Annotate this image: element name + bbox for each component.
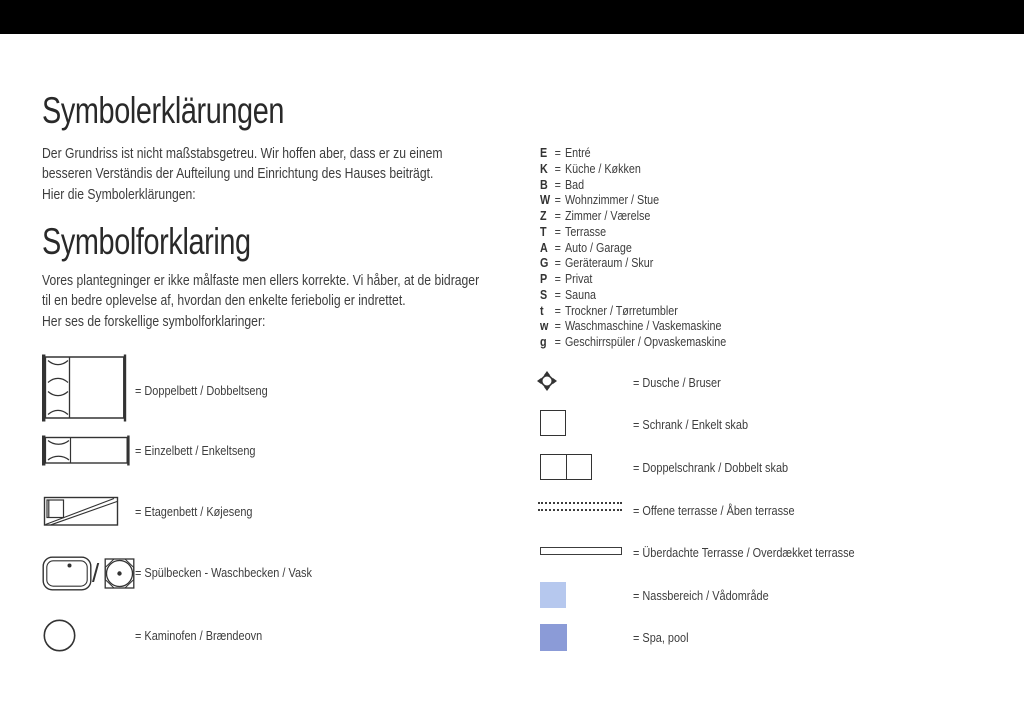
room-name: Geschirrspüler / Opvaskemaskine xyxy=(564,335,727,349)
german-intro-line: Der Grundriss ist nicht maßstabsgetreu. Wir hoffen aber, dass er zu einem xyxy=(42,146,443,162)
open-terrace-icon xyxy=(538,502,622,511)
symbol-label: = Schrank / Enkelt skab xyxy=(633,417,749,432)
room-name: Entré xyxy=(564,146,591,160)
shower-icon xyxy=(537,371,557,391)
symbol-label: = Einzelbett / Enkeltseng xyxy=(135,443,256,458)
legend-row xyxy=(540,288,726,304)
room-code: B xyxy=(540,177,548,192)
equals-sign: = xyxy=(554,303,561,318)
room-code: S xyxy=(540,287,548,302)
room-name: Auto / Garage xyxy=(564,240,632,255)
legend-row xyxy=(540,319,726,335)
double-cabinet-icon xyxy=(540,454,592,480)
wood-stove-icon xyxy=(43,619,76,652)
spa-pool-swatch xyxy=(540,624,567,651)
room-code: w xyxy=(540,319,549,334)
equals-sign: = xyxy=(554,335,561,349)
equals-sign: = xyxy=(554,256,561,271)
room-code: W xyxy=(540,193,551,208)
room-code: Z xyxy=(540,209,547,223)
symbol-label: = Doppelbett / Dobbeltseng xyxy=(135,383,268,398)
danish-intro-line: Her ses de forskellige symbolforklaringer: xyxy=(42,313,266,330)
symbol-label: = Kaminofen / Brændeovn xyxy=(135,628,263,643)
room-name: Bad xyxy=(564,177,585,192)
equals-sign: = xyxy=(554,272,561,286)
covered-terrace-icon xyxy=(540,547,622,555)
legend-row xyxy=(540,209,726,225)
equals-sign: = xyxy=(554,224,561,239)
room-name: Privat xyxy=(564,272,593,286)
legend-row xyxy=(540,241,726,257)
room-code-legend xyxy=(540,146,726,351)
top-bar xyxy=(0,0,1024,34)
round-basin-icon xyxy=(104,556,135,591)
german-title: Symbolerklärungen xyxy=(42,90,285,131)
equals-sign: = xyxy=(554,209,561,223)
room-name: Wohnzimmer / Stue xyxy=(564,193,660,208)
single-cabinet-icon xyxy=(540,410,566,436)
symbol-label: = Überdachte Terrasse / Overdækket terrasse xyxy=(633,545,855,560)
room-code: A xyxy=(540,240,548,255)
symbol-label: = Doppelschrank / Dobbelt skab xyxy=(633,460,789,475)
danish-intro-line: Vores plantegninger er ikke målfaste men ellers korrekte. Vi håber, at de bidrager xyxy=(42,273,480,289)
danish-intro xyxy=(42,271,479,332)
equals-sign: = xyxy=(554,287,561,302)
german-intro-line: besseren Verständis der Aufteilung und Einrichtung des Hauses beiträgt. xyxy=(42,166,434,183)
german-intro xyxy=(42,144,443,205)
room-code: g xyxy=(540,335,547,349)
room-name: Küche / Køkken xyxy=(564,161,641,176)
legend-row xyxy=(540,162,726,178)
danish-title: Symbolforklaring xyxy=(42,221,251,262)
room-name: Geräteraum / Skur xyxy=(564,256,654,271)
symbol-label: = Spa, pool xyxy=(633,630,689,645)
symbol-label: = Spülbecken - Waschbecken / Vask xyxy=(135,565,312,580)
room-name: Zimmer / Værelse xyxy=(564,209,651,223)
equals-sign: = xyxy=(554,319,561,334)
room-name: Sauna xyxy=(564,287,597,302)
symbol-label: = Etagenbett / Køjeseng xyxy=(135,504,253,519)
legend-row xyxy=(540,335,726,351)
sink-icon xyxy=(42,556,92,591)
equals-sign: = xyxy=(554,146,561,160)
room-code: t xyxy=(540,303,544,318)
room-code: T xyxy=(540,224,547,239)
legend-row xyxy=(540,193,726,209)
room-code: E xyxy=(540,146,548,160)
legend-row xyxy=(540,225,726,241)
symbol-label: = Nassbereich / Vådområde xyxy=(633,588,769,603)
equals-sign: = xyxy=(554,177,561,192)
legend-row xyxy=(540,178,726,194)
bunk-bed-icon xyxy=(43,496,119,527)
room-name: Waschmaschine / Vaskemaskine xyxy=(564,319,722,334)
symbol-label: = Offene terrasse / Åben terrasse xyxy=(633,503,795,518)
room-name: Terrasse xyxy=(564,224,607,239)
legend-row xyxy=(540,304,726,320)
single-bed-icon xyxy=(42,435,130,466)
danish-intro-line: til en bedre oplevelse af, hvordan den enkelte feriebolig er indrettet. xyxy=(42,293,406,310)
double-bed-icon xyxy=(42,354,127,422)
legend-row xyxy=(540,272,726,288)
equals-sign: = xyxy=(554,161,561,176)
symbol-label: = Dusche / Bruser xyxy=(633,375,721,390)
cabinet-divider xyxy=(566,455,567,479)
slash-separator: / xyxy=(92,558,100,588)
equals-sign: = xyxy=(554,240,561,255)
equals-sign: = xyxy=(554,193,561,208)
legend-row xyxy=(540,146,726,162)
german-intro-line: Hier die Symbolerklärungen: xyxy=(42,186,196,203)
room-code: G xyxy=(540,256,549,271)
room-name: Trockner / Tørretumbler xyxy=(564,303,678,318)
wet-area-swatch xyxy=(540,582,566,608)
room-code: K xyxy=(540,161,548,176)
legend-row xyxy=(540,256,726,272)
room-code: P xyxy=(540,272,548,286)
